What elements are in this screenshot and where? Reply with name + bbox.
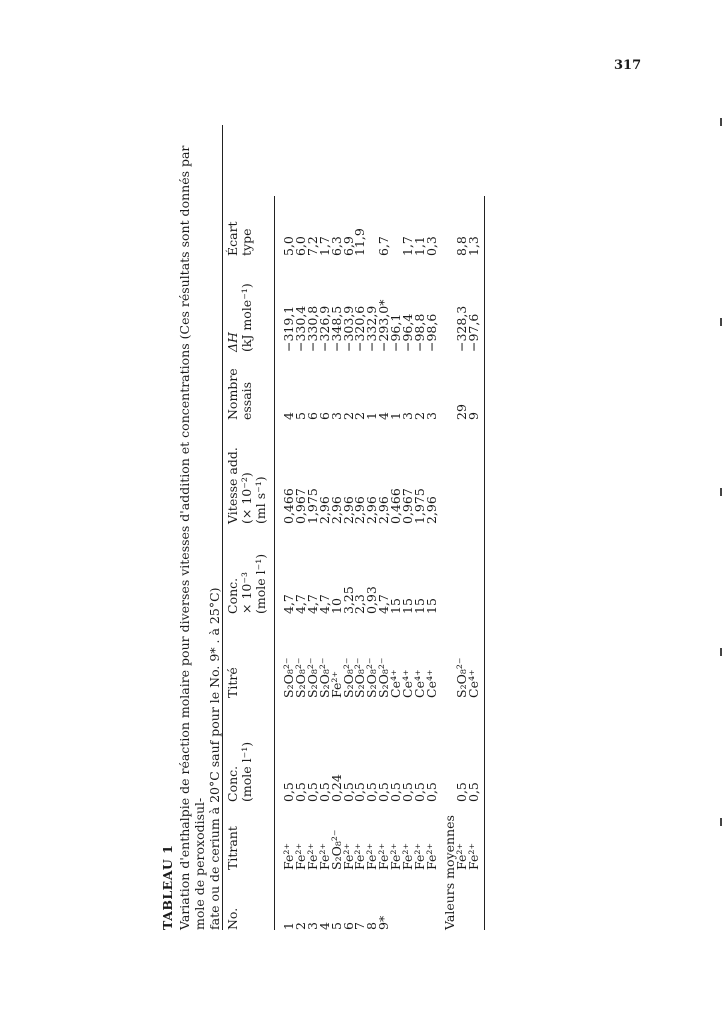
- means-label: Valeurs moyennes: [441, 815, 457, 930]
- cell-titrant: Fe²⁺: [340, 843, 356, 870]
- mean-n: 29: [453, 404, 469, 420]
- cell-dh: −96,1: [388, 313, 404, 352]
- cell-conc: 0,5: [292, 782, 308, 802]
- cell-titre: S₂O₈²⁻: [292, 657, 308, 698]
- table-row: [402, 196, 414, 930]
- cell-no: 8: [364, 922, 380, 930]
- cell-dh: −332,9: [364, 305, 380, 352]
- header-titre: Titré: [225, 667, 240, 698]
- bottom-rule-row: [480, 196, 485, 930]
- table-title: TABLEAU 1: [160, 844, 175, 930]
- cell-dh: −303,9: [340, 305, 356, 352]
- table-body: [283, 196, 484, 930]
- cell-sd: 1,7: [400, 236, 416, 256]
- cell-n: 6: [304, 412, 320, 420]
- cell-conc: 0,24: [328, 774, 344, 802]
- cell-no: [426, 870, 438, 930]
- means-row: [456, 196, 468, 930]
- cell-no: 9*: [376, 915, 392, 930]
- cell-titrant: S₂O₈²⁻: [328, 829, 344, 870]
- mean-dh: −97,6: [465, 313, 481, 352]
- cell-vitesse: 2,96: [364, 496, 380, 524]
- cell-dh: −320,6: [352, 305, 368, 352]
- cell-sd: 7,2: [304, 236, 320, 256]
- cell-n: 3: [328, 412, 344, 420]
- cell-vitesse: 0,466: [281, 488, 296, 524]
- cell-conc: 0,5: [281, 782, 296, 802]
- top-rule: [222, 125, 223, 930]
- cell-sd: 6,0: [292, 236, 308, 256]
- cell-titre: Ce⁴⁺: [423, 669, 439, 698]
- mean-titrant: Fe²⁺: [453, 843, 469, 870]
- cell-sd: 1,1: [411, 236, 427, 256]
- cell-no: [402, 870, 414, 930]
- cell-n: 2: [340, 412, 356, 420]
- cell-dh: −96,4: [400, 313, 416, 352]
- mean-sd: 8,8: [453, 236, 469, 256]
- cell-dh: −330,4: [292, 305, 308, 352]
- cell-n: 2: [352, 412, 368, 420]
- mean-dh: −328,3: [453, 305, 469, 352]
- cell-dh: −319,1: [281, 305, 296, 352]
- caption-line-1: Variation d'enthalpie de réaction molaire pour diverses vitesses d'addition et concentrations (Ces résultats sont donnés par mole de peroxodisul-: [177, 145, 207, 930]
- cell-titrant: Fe²⁺: [411, 843, 427, 870]
- cell-vitesse: 2,96: [328, 496, 344, 524]
- cell-conc: 0,5: [340, 782, 356, 802]
- cell-conc2: 4,7: [292, 594, 308, 614]
- mean-sd: 1,3: [465, 236, 481, 256]
- cell-titre: S₂O₈²⁻: [316, 657, 332, 698]
- cell-vitesse: 0,967: [400, 488, 416, 524]
- header-conc-titre: Conc. × 10⁻³ (mole l⁻¹): [225, 553, 268, 614]
- cell-titre: Ce⁴⁺: [388, 669, 404, 698]
- cell-n: 3: [423, 412, 439, 420]
- cell-no: 5: [328, 922, 344, 930]
- page-number: 317: [614, 58, 642, 73]
- rotated-table-block: [160, 125, 580, 930]
- cell-sd: 6,7: [376, 236, 392, 256]
- table-caption: [160, 125, 222, 930]
- cell-conc2: 3,25: [340, 586, 356, 614]
- edge-mark: [720, 818, 722, 826]
- cell-conc: 0,5: [352, 782, 368, 802]
- cell-vitesse: 0,466: [388, 488, 404, 524]
- cell-titre: S₂O₈²⁻: [352, 657, 368, 698]
- cell-conc: 0,5: [388, 782, 404, 802]
- header-nombre: Nombre essais: [225, 368, 254, 420]
- cell-no: 6: [340, 922, 356, 930]
- edge-mark: [720, 318, 722, 326]
- cell-vitesse: 1,975: [411, 488, 427, 524]
- edge-mark: [720, 648, 722, 656]
- cell-conc: 0,5: [304, 782, 320, 802]
- cell-conc: 0,5: [316, 782, 332, 802]
- mean-n: 9: [465, 412, 481, 420]
- cell-titre: S₂O₈²⁻: [364, 657, 380, 698]
- cell-n: 1: [388, 412, 404, 420]
- header-no: No.: [225, 907, 240, 930]
- mean-titre: S₂O₈²⁻: [453, 657, 469, 698]
- cell-dh: −326,9: [316, 305, 332, 352]
- cell-conc: 0,5: [411, 782, 427, 802]
- cell-vitesse: 2,96: [340, 496, 356, 524]
- cell-sd: 6,9: [340, 236, 356, 256]
- cell-conc: 0,5: [364, 782, 380, 802]
- cell-dh: −330,8: [304, 305, 320, 352]
- cell-titre: S₂O₈²⁻: [340, 657, 356, 698]
- cell-conc2: 4,7: [304, 594, 320, 614]
- cell-sd: 6,3: [328, 236, 344, 256]
- cell-titre: Ce⁴⁺: [411, 669, 427, 698]
- cell-n: 1: [364, 412, 380, 420]
- cell-conc2: 15: [411, 598, 427, 614]
- cell-n: 4: [376, 412, 392, 420]
- edge-mark: [720, 488, 722, 496]
- cell-vitesse: 2,96: [352, 496, 368, 524]
- cell-titrant: Fe²⁺: [364, 843, 380, 870]
- table-row: [426, 196, 438, 930]
- cell-titrant: Fe²⁺: [316, 843, 332, 870]
- cell-dh: −98,6: [423, 313, 439, 352]
- cell-n: 3: [400, 412, 416, 420]
- cell-titrant: Fe²⁺: [388, 843, 404, 870]
- cell-titre: Ce⁴⁺: [400, 669, 416, 698]
- cell-conc2: 15: [400, 598, 416, 614]
- cell-conc2: 15: [388, 598, 404, 614]
- cell-conc: 0,5: [423, 782, 439, 802]
- cell-titre: S₂O₈²⁻: [376, 657, 392, 698]
- cell-titrant: Fe²⁺: [352, 843, 368, 870]
- cell-no: [414, 870, 426, 930]
- cell-vitesse: 2,96: [423, 496, 439, 524]
- cell-conc: 0,5: [376, 782, 392, 802]
- cell-conc2: 2,3: [352, 594, 368, 614]
- cell-no: [390, 870, 402, 930]
- cell-conc2: 4,7: [376, 594, 392, 614]
- cell-no: 7: [352, 922, 368, 930]
- cell-dh: −98,8: [411, 313, 427, 352]
- cell-vitesse: 2,96: [376, 496, 392, 524]
- header-conc: Conc. (mole l⁻¹): [225, 741, 254, 802]
- cell-sd: 0,3: [423, 236, 439, 256]
- cell-conc2: 0,93: [364, 586, 380, 614]
- cell-n: 2: [411, 412, 427, 420]
- cell-vitesse: 2,96: [316, 496, 332, 524]
- cell-no: 2: [292, 922, 308, 930]
- mean-conc: 0,5: [453, 782, 469, 802]
- table-row: [414, 196, 426, 930]
- cell-no: 3: [304, 922, 320, 930]
- cell-titrant: Fe²⁺: [304, 843, 320, 870]
- header-ecart: Écart type: [225, 221, 254, 256]
- means-row: [468, 196, 480, 930]
- mean-titre: Ce⁴⁺: [465, 669, 481, 698]
- cell-vitesse: 1,975: [304, 488, 320, 524]
- cell-titrant: Fe²⁺: [292, 843, 308, 870]
- header-delta-h: ΔH (kJ mole⁻¹): [225, 283, 254, 352]
- edge-mark: [720, 118, 722, 126]
- mean-conc: 0,5: [465, 782, 481, 802]
- mean-titrant: Fe²⁺: [465, 843, 481, 870]
- cell-titrant: Fe²⁺: [281, 843, 296, 870]
- cell-titrant: Fe²⁺: [376, 843, 392, 870]
- cell-dh: −348,5: [328, 305, 344, 352]
- cell-conc2: 4,7: [281, 594, 296, 614]
- cell-vitesse: 0,967: [292, 488, 308, 524]
- cell-conc: 0,5: [400, 782, 416, 802]
- cell-titrant: Fe²⁺: [423, 843, 439, 870]
- enthalpy-table: [226, 196, 485, 930]
- cell-titrant: Fe²⁺: [400, 843, 416, 870]
- cell-n: 4: [281, 412, 296, 420]
- cell-sd: 11,9: [352, 228, 368, 256]
- cell-conc2: 10: [328, 598, 344, 614]
- cell-n: 6: [316, 412, 332, 420]
- cell-no: 4: [316, 922, 332, 930]
- cell-sd: 5,0: [281, 236, 296, 256]
- table-row: [378, 196, 390, 930]
- header-vitesse: Vitesse add. (× 10⁻²) (ml s⁻¹): [225, 447, 268, 524]
- cell-titre: S₂O₈²⁻: [304, 657, 320, 698]
- header-titrant: Titrant: [225, 826, 240, 870]
- cell-conc2: 4,7: [316, 594, 332, 614]
- cell-titre: Fe²⁺: [328, 671, 344, 698]
- cell-titre: S₂O₈²⁻: [281, 657, 296, 698]
- caption-line-2: fate ou de cerium à 20°C sauf pour le No. 9* . à 25°C): [207, 587, 222, 930]
- cell-dh: −293,0*: [376, 299, 392, 352]
- cell-sd: 1,7: [316, 236, 332, 256]
- cell-conc2: 15: [423, 598, 439, 614]
- header-row: [226, 196, 275, 930]
- table-row: [390, 196, 402, 930]
- cell-n: 5: [292, 412, 308, 420]
- cell-no: 1: [281, 922, 296, 930]
